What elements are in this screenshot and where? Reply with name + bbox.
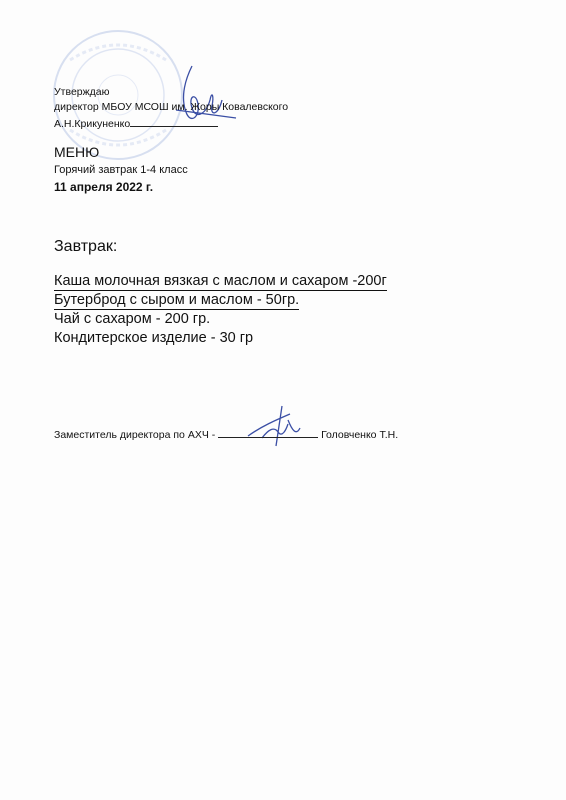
meal-item: Бутерброд с сыром и маслом - 50гр. — [54, 292, 300, 308]
meal-heading: Завтрак: — [54, 238, 118, 255]
footer-position: Заместитель директора по АХЧ - — [54, 429, 216, 441]
footer-signature-line — [218, 426, 318, 438]
footer-signature-row — [54, 426, 398, 441]
menu-title: МЕНЮ — [54, 144, 100, 160]
meal-items — [54, 272, 387, 348]
approval-signatory — [54, 115, 288, 132]
approval-heading: Утверждаю — [54, 86, 110, 98]
meal-item: Каша молочная вязкая с маслом и сахаром -200г — [54, 273, 387, 289]
meal-item: Кондитерское изделие - 30 гр — [54, 330, 254, 346]
menu-date: 11 апреля 2022 г. — [54, 180, 154, 194]
meal-item: Чай с сахаром - 200 гр. — [54, 311, 211, 327]
approval-block — [54, 85, 288, 132]
signature-line — [130, 115, 218, 127]
footer-name: Головченко Т.Н. — [321, 429, 399, 441]
menu-subtitle: Горячий завтрак 1-4 класс — [54, 164, 188, 176]
approval-position: директор МБОУ МСОШ им. Жоры Ковалевского — [54, 101, 289, 113]
approval-name: А.Н.Крикуненко — [54, 118, 131, 130]
